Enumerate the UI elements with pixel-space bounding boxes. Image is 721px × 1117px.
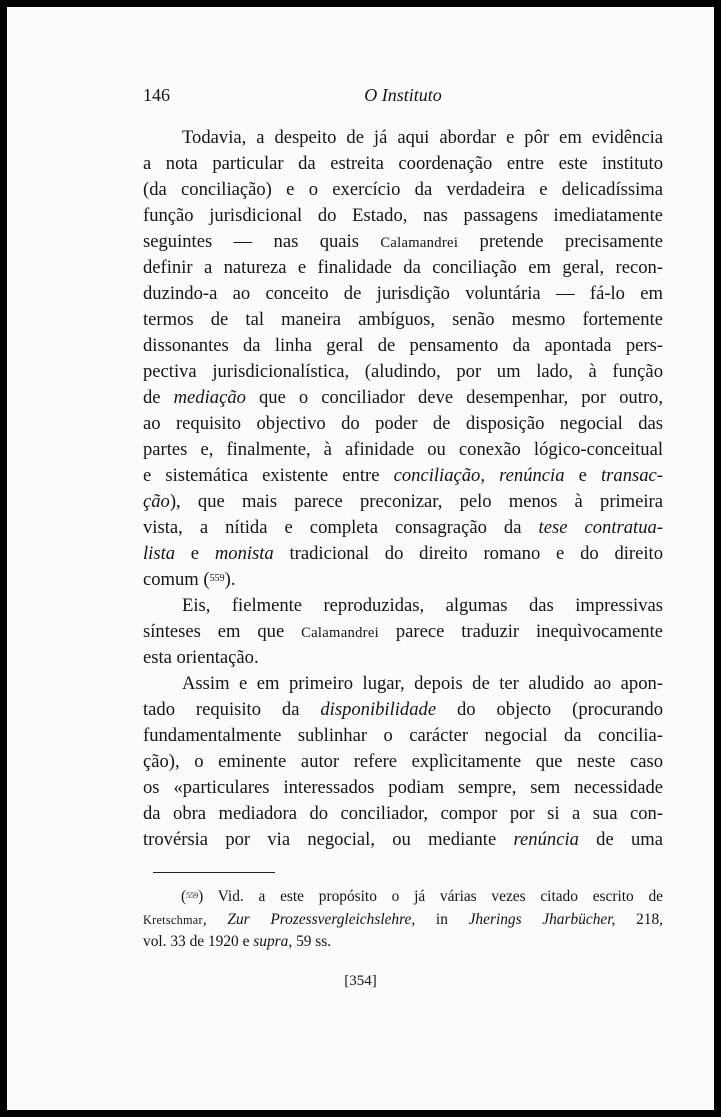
text-line: Eis, fielmente reproduzidas, algumas das impressivas xyxy=(182,595,663,616)
text-line: definir a natureza e finalidade da conciliação em geral, recon- xyxy=(143,257,663,278)
text-line: fundamentalmente sublinhar o carácter negocial da concilia- xyxy=(143,725,663,746)
text-line: termos de tal maneira ambíguos, senão mesmo fortemente xyxy=(143,309,663,330)
text-line: função jurisdicional do Estado, nas passagens imediatamente xyxy=(143,205,663,226)
text-line: os «particulares interessados podiam sempre, sem necessidade xyxy=(143,777,663,798)
page-number: 146 xyxy=(143,85,170,105)
text-line: esta orientação. xyxy=(143,647,259,668)
text-line: duzindo-a ao conceito de jurisdição voluntária — fá-lo em xyxy=(143,283,663,304)
page-marker: [354] xyxy=(344,973,377,989)
footnote-line: vol. 33 de 1920 e supra, 59 ss. xyxy=(143,933,332,950)
text-line: ao requisito objectivo do poder de disposição negocial das xyxy=(143,413,663,434)
text-line: lista e monista tradicional do direito romano e do direito xyxy=(143,543,663,564)
document-page xyxy=(7,7,714,1110)
text-line: a nota particular da estreita coordenação entre este instituto xyxy=(143,153,663,174)
author-name: Calamandrei xyxy=(301,625,379,641)
text-line: Todavia, a despeito de já aqui abordar e pôr em evidência xyxy=(182,127,663,148)
text-line: pectiva jurisdicionalística, (aludindo, por um lado, à função xyxy=(143,361,663,382)
author-name: Calamandrei xyxy=(380,235,459,251)
text-line: partes e, finalmente, à afinidade ou conexão lógico-conceitual xyxy=(143,439,663,460)
footnote-number: 559 xyxy=(186,891,199,900)
text-line: (da conciliação) e o exercício da verdadeira e delicadíssima xyxy=(143,179,663,200)
body-text xyxy=(143,125,663,853)
text-line: Assim e em primeiro lugar, depois de ter aludido ao apon- xyxy=(182,673,663,694)
text-line: de mediação que o conciliador deve desempenhar, por outro, xyxy=(143,387,663,408)
footnote xyxy=(143,886,663,954)
text-line: trovérsia por via negocial, ou mediante renúncia de uma xyxy=(143,829,663,850)
footnote-divider xyxy=(153,872,275,873)
text-line: ção), o eminente autor refere explìcitamente que neste caso xyxy=(143,751,663,772)
text-line: tado requisito da disponibilidade do objecto (procurando xyxy=(143,699,663,720)
running-title: O Instituto xyxy=(364,85,442,105)
text-line: dissonantes da linha geral de pensamento da apontada pers- xyxy=(143,335,663,356)
text-line: seguintes — nas quais Calamandrei pretende precisamente xyxy=(143,231,663,252)
text-line: da obra mediadora do conciliador, compor por si a sua con- xyxy=(143,803,663,824)
text-line: sínteses em que Calamandrei parece traduzir inequìvocamente xyxy=(143,621,663,642)
text-line: comum ($^{559}$). xyxy=(143,569,236,590)
footnote-line: ($^{559}$) Vid. a este propósito o já várias vezes citado escrito de xyxy=(181,888,663,905)
page-header xyxy=(143,85,663,109)
text-line: ção), que mais parece preconizar, pelo menos à primeira xyxy=(143,491,663,512)
author-name: Kretschmar xyxy=(143,912,203,927)
footnote-line: Kretschmar, Zur Prozessvergleichslehre, in Jherings Jharbücher, 218, xyxy=(143,910,663,928)
text-line: e sistemática existente entre conciliação, renúncia e transac- xyxy=(143,465,663,486)
text-line: vista, a nítida e completa consagração da tese contratua- xyxy=(143,517,664,538)
footnote-reference[interactable]: 559 xyxy=(209,573,225,584)
